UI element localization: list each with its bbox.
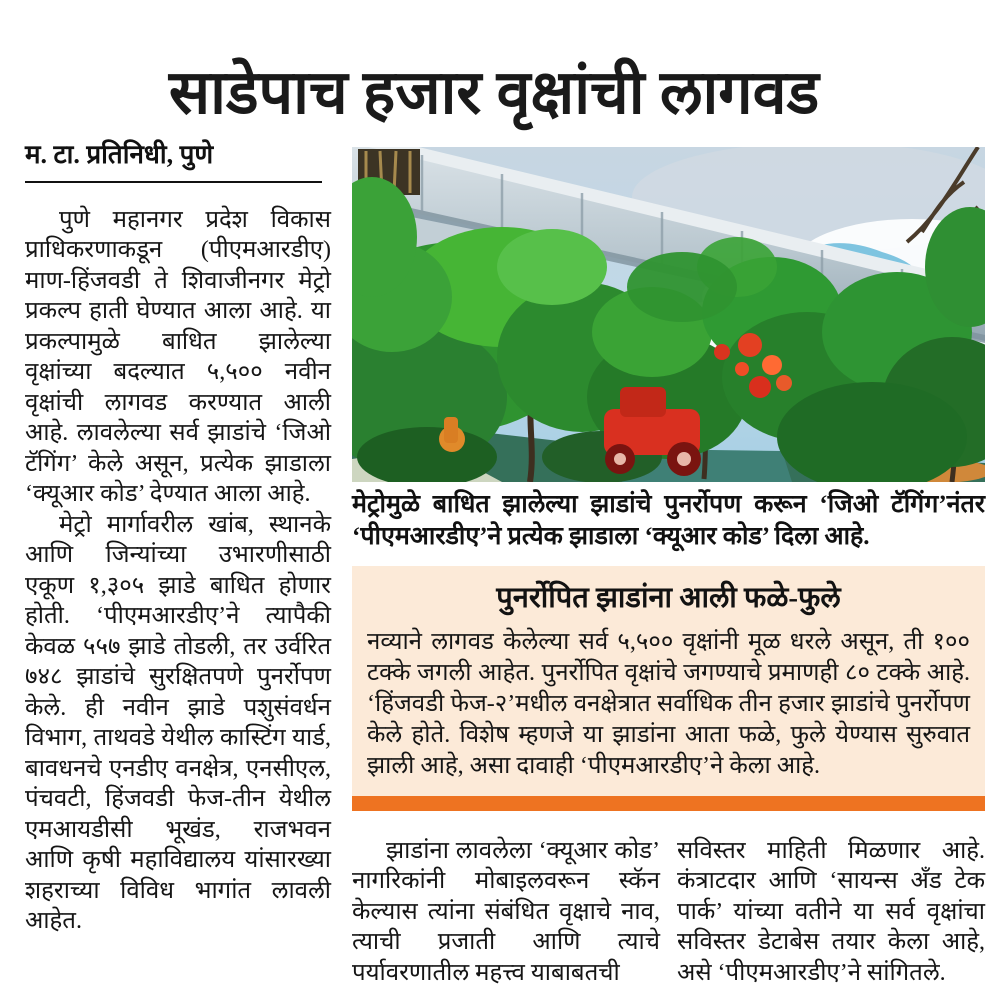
article-paragraph: झाडांना लावलेला ‘क्यूआर कोड’ नागरिकांनी मोबाइलवरून स्कॅन केल्यास त्यांना संबंधित वृक्षाचे नाव, त्याची प्रजाती आणि त्याचे पर्यावरणातील महत्त्व याबाबतची — [352, 837, 660, 986]
article-right-area — [352, 147, 985, 988]
highlight-box-orange-bar — [352, 796, 985, 811]
highlight-box-body: नव्याने लागवड केलेल्या सर्व ५,५०० वृक्षांनी मूळ धरले असून, ती १०० टक्के जगली आहेत. पुनर्रोपित वृक्षांचे जगण्याचे प्रमाणही ८० टक्के आहे. ‘हिंजवडी फेज-२’मधील वनक्षेत्रात सर्वाधिक तीन हजार झाडांचे पुनर्रोपण केले होते. विशेष म्हणजे या झाडांना आता फळे, फुले येण्यास सुरुवात झाली आहे, असा दावाही ‘पीएमआरडीए’ने केला आहे. — [367, 628, 970, 779]
byline: म. टा. प्रतिनिधी, पुणे — [25, 140, 214, 169]
bottom-column-right — [677, 836, 985, 989]
article-paragraph: मेट्रो मार्गावरील खांब, स्थानके आणि जिन्यांच्या उभारणीसाठी एकूण १,३०५ झाडे बाधित होणार होती. ‘पीएमआरडीए’ने त्यापैकी केवळ ५५७ झाडे तोडली, तर उर्वरित ७४८ झाडांचे सुरक्षितपणे पुनर्रोपण केले. ही नवीन झाडे पशुसंवर्धन विभाग, ताथवडे येथील कास्टिंग यार्ड, बावधनचे एनडीए वनक्षेत्र, एनसीएल, पंचवटी, हिंजवडी फेज-तीन येथील एमआयडीसी भूखंड, राजभवन आणि कृषी महाविद्यालय यांसारख्या शहराच्या विविध भागांत लावली आहेत. — [25, 511, 331, 935]
bottom-column-left — [352, 836, 660, 989]
article-paragraph: पुणे महानगर प्रदेश विकास प्राधिकरणाकडून (पीएमआरडीए) माण-हिंजवडी ते शिवाजीनगर मेट्रो प्रकल्प हाती घेण्यात आला आहे. या प्रकल्पामुळे बाधित झालेल्या वृक्षांच्या बदल्यात ५,५०० नवीन वृक्षांची लागवड करण्यात आली आहे. लावलेल्या सर्व झाडांचे ‘जिओ टॅगिंग’ केले असून, प्रत्येक झाडाला ‘क्यूआर कोड’ देण्यात आला आहे. — [25, 206, 331, 508]
news-photo — [352, 147, 985, 482]
highlight-box — [352, 566, 985, 811]
bottom-column-section — [352, 836, 985, 989]
photo-caption: मेट्रोमुळे बाधित झालेल्या झाडांचे पुनर्रोपण करून ‘जिओ टॅगिंग’नंतर ‘पीएमआरडीए’ने प्रत्येक झाडाला ‘क्यूआर कोड’ दिला आहे. — [352, 491, 985, 550]
article-paragraph: सविस्तर माहिती मिळणार आहे. कंत्राटदार आणि ‘सायन्स अँड टेक पार्क’ यांच्या वतीने या सर्व वृक्षांचा सविस्तर डेटाबेस तयार केला आहे, असे ‘पीएमआरडीए’ने सांगितले. — [677, 837, 985, 986]
article-left-column — [25, 138, 331, 937]
highlight-box-title: पुनर्रोपित झाडांना आली फळे-फुले — [496, 582, 841, 614]
byline-rule — [25, 181, 322, 183]
article-headline: साडेपाच हजार वृक्षांची लागवड — [168, 59, 820, 127]
